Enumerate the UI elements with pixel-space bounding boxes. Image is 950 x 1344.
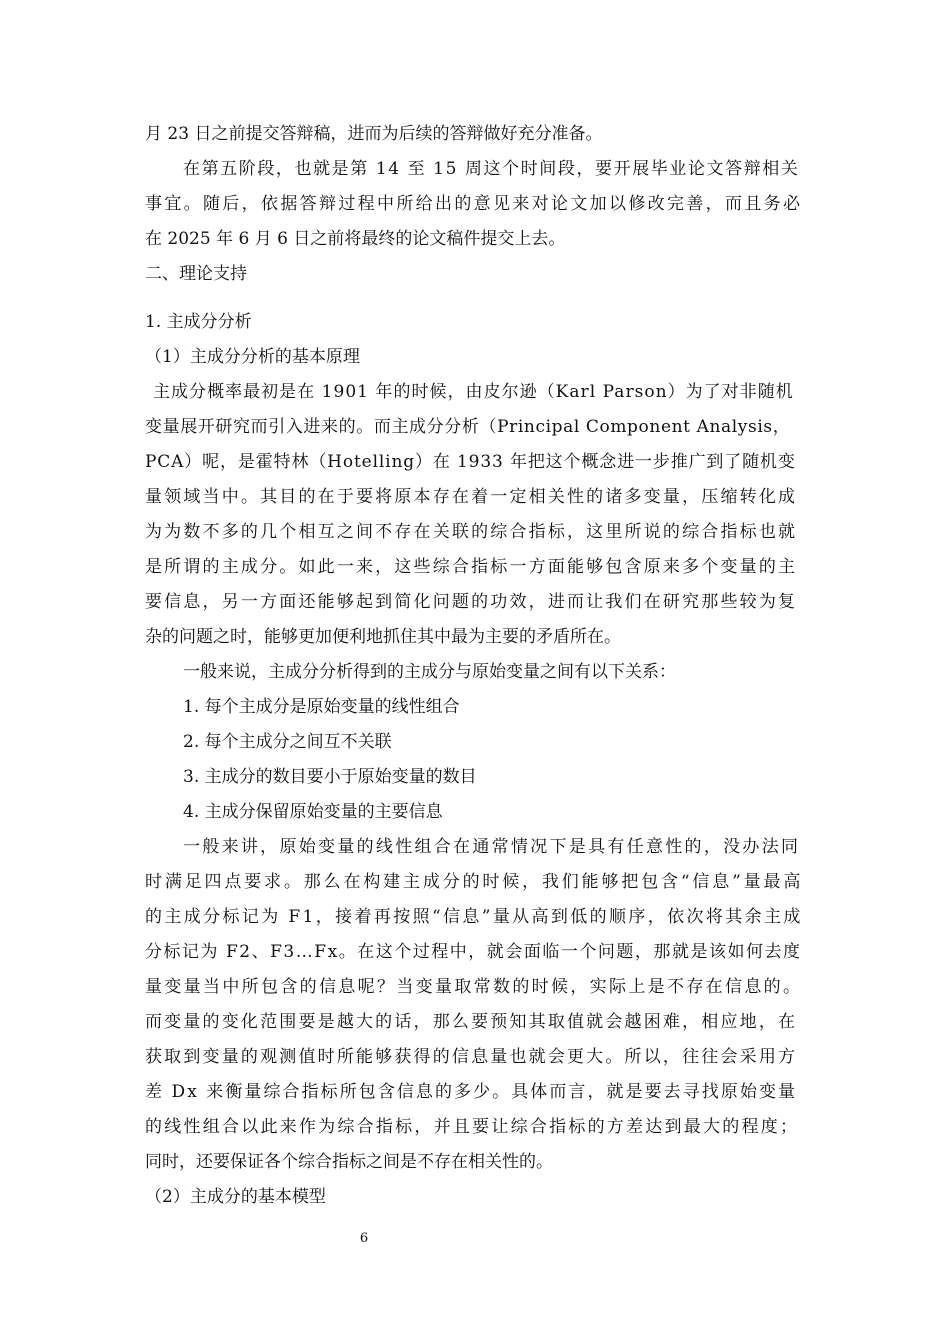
text-line: 4. 主成分保留原始变量的主要信息 xyxy=(183,802,443,822)
text-line: 是所谓的主成分。如此一来，这些综合指标一方面能够包含原来多个变量的主 xyxy=(145,557,798,577)
text-line: 主成分概率最初是在 1901 年的时候，由皮尔逊（Karl Parson）为了对非随机 xyxy=(153,382,794,402)
text-line: 的主成分标记为 F1，接着再按照“信息”量从高到低的顺序，依次将其余主成 xyxy=(145,907,803,927)
text-line: 差 Dx 来衡量综合指标所包含信息的多少。具体而言，就是要去寻找原始变量 xyxy=(145,1082,798,1102)
text-line: 在 2025 年 6 月 6 日之前将最终的论文稿件提交上去。 xyxy=(145,229,566,249)
text-line: 变量展开研究而引入进来的。而主成分分析（Principal Component Analysis， xyxy=(145,417,791,437)
text-line: 为为数不多的几个相互之间不存在关联的综合指标，这里所说的综合指标也就 xyxy=(145,522,798,542)
text-line: 量变量当中所包含的信息呢？当变量取常数的时候，实际上是不存在信息的。 xyxy=(145,977,803,997)
text-line: 1. 主成分分析 xyxy=(145,312,252,332)
text-line: 分标记为 F2、F3…Fx。在这个过程中，就会面临一个问题，那就是该如何去度 xyxy=(145,942,802,962)
text-line: 一般来说，主成分分析得到的主成分与原始变量之间有以下关系： xyxy=(183,662,676,682)
text-line: 要信息，另一方面还能够起到简化问题的功效，进而让我们在研究那些较为复 xyxy=(145,592,798,612)
text-line: 1. 每个主成分是原始变量的线性组合 xyxy=(183,697,460,717)
page-number: 6 xyxy=(359,1231,369,1246)
text-line: 二、理论支持 xyxy=(145,264,247,284)
text-line: 同时，还要保证各个综合指标之间是不存在相关性的。 xyxy=(145,1152,553,1172)
text-line: PCA）呢，是霍特林（Hotelling）在 1933 年把这个概念进一步推广到了随机变 xyxy=(145,452,796,472)
text-line: 杂的问题之时，能够更加便利地抓住其中最为主要的矛盾所在。 xyxy=(145,627,621,647)
text-line: 一般来讲，原始变量的线性组合在通常情况下是具有任意性的，没办法同 xyxy=(183,837,801,857)
text-line: 在第五阶段，也就是第 14 至 15 周这个时间段，要开展毕业论文答辩相关 xyxy=(183,159,800,179)
text-line: 月 23 日之前提交答辩稿，进而为后续的答辩做好充分准备。 xyxy=(145,124,603,144)
text-line: （1）主成分分析的基本原理 xyxy=(145,347,360,367)
text-line: 的线性组合以此来作为综合指标，并且要让综合指标的方差达到最大的程度； xyxy=(145,1117,800,1137)
text-line: 事宜。随后，依据答辩过程中所给出的意见来对论文加以修改完善，而且务必 xyxy=(145,194,803,214)
text-line: 2. 每个主成分之间互不关联 xyxy=(183,732,392,752)
text-line: 3. 主成分的数目要小于原始变量的数目 xyxy=(183,767,477,787)
text-line: 时满足四点要求。那么在构建主成分的时候，我们能够把包含“信息”量最高 xyxy=(145,872,804,892)
text-line: （2）主成分的基本模型 xyxy=(145,1187,326,1207)
text-line: 而变量的变化范围要是越大的话，那么要预知其取值就会越困难，相应地，在 xyxy=(145,1012,798,1032)
text-line: 获取到变量的观测值时所能够获得的信息量也就会更大。所以，往往会采用方 xyxy=(145,1047,798,1067)
text-line: 量领域当中。其目的在于要将原本存在着一定相关性的诸多变量，压缩转化成 xyxy=(145,487,798,507)
